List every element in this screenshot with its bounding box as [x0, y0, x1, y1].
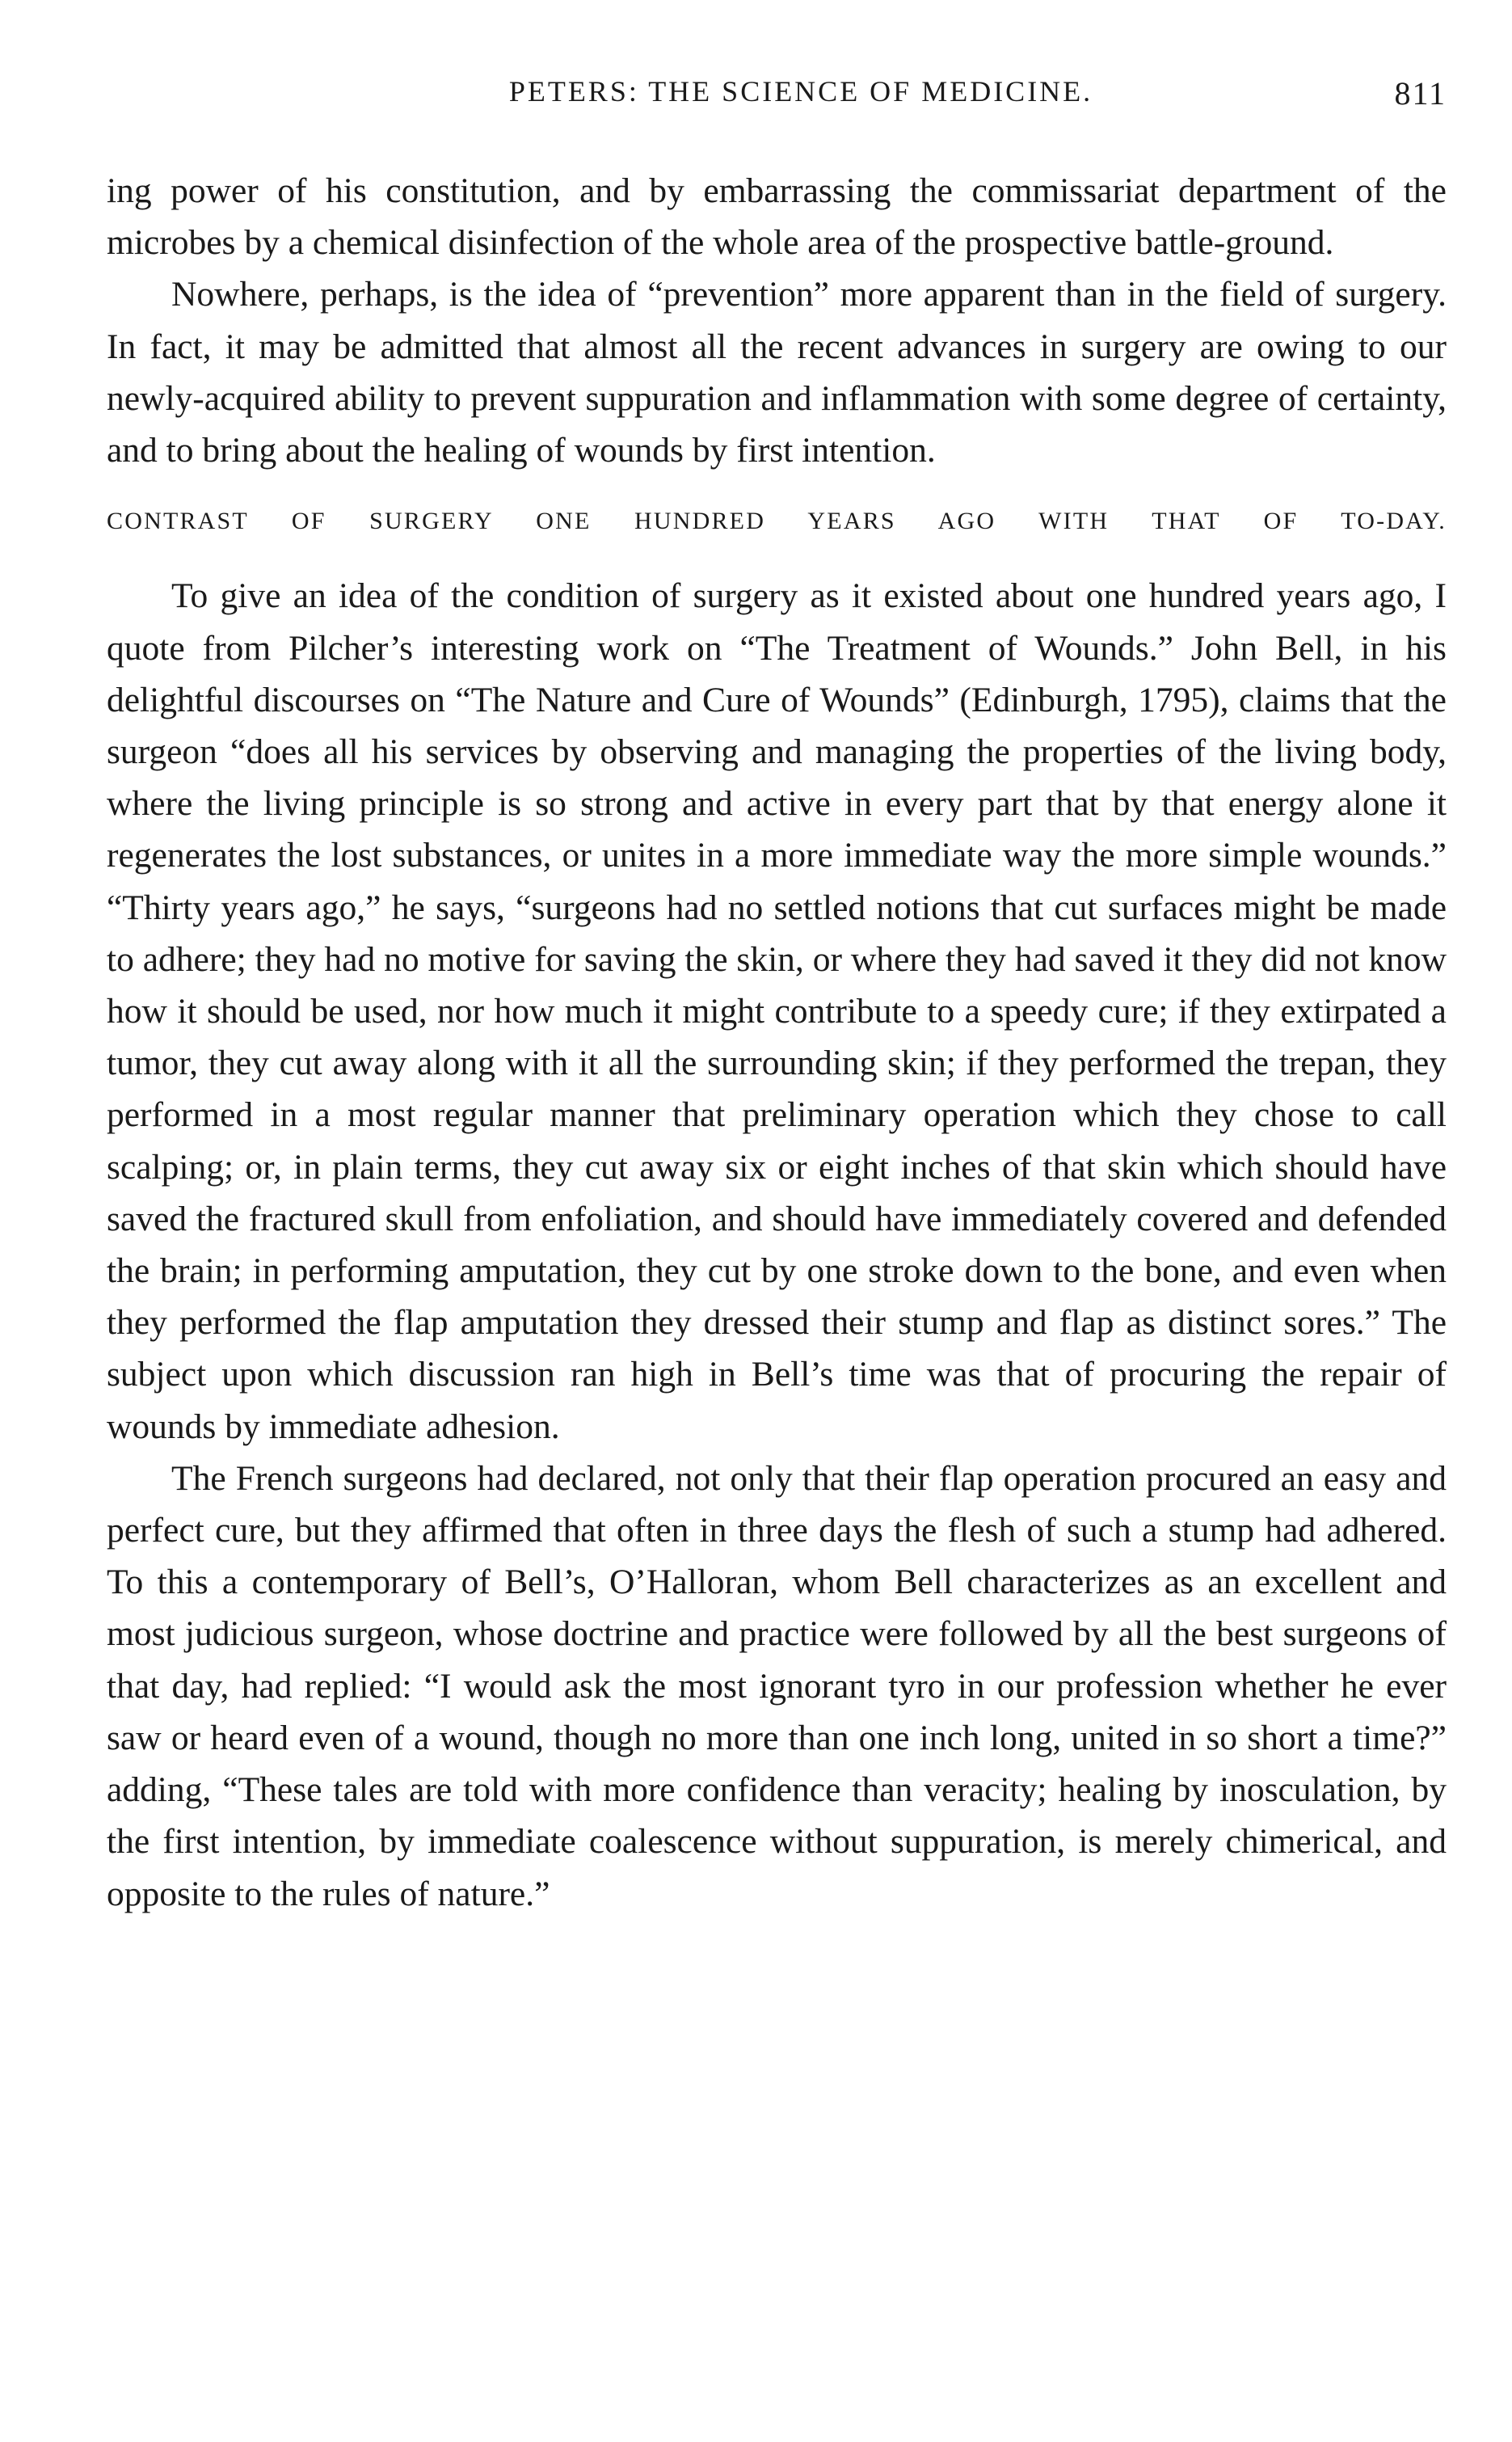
paragraph-bell-quote: To give an idea of the condition of surgery as it existed about one hundred years ago, I quote from Pilcher’s interesting work on “The Treatment of Wounds.” John Bell, in his delightful discourses on “The Nature and Cure of Wounds” (Edinburgh, 1795), claims that the surgeon “does all his services by observing and managing the properties of the living body, where the living principle is so strong and active in every part that by that energy alone it regenerates the lost substances, or unites in a more immediate way the more simple wounds.” “Thirty years ago,” he says, “surgeons had no settled notions that cut surfaces might be made to adhere; they had no motive for saving the skin, or where they had saved it they did not know how it should be used, nor how much it might contribute to a speedy cure; if they extirpated a tumor, they cut away along with it all the surrounding skin; if they performed the trepan, they performed in a most regular manner that preliminary operation which they chose to call scalping; or, in plain terms, they cut away six or eight inches of that skin which should have saved the fractured skull from enfoliation, and should have immediately covered and defended the brain; in performing amputation, they cut by one stroke down to the bone, and even when they performed the flap amputation they dressed their stump and flap as distinct sores.” The subject upon which discussion ran high in Bell’s time was that of procuring the repair of wounds by immediate adhesion. — [107, 576, 1447, 1446]
section-heading: CONTRAST OF SURGERY ONE HUNDRED YEARS AGO WITH THAT OF TO-DAY. — [107, 508, 1447, 535]
paragraph-french-surgeons: The French surgeons had declared, not only that their flap operation procured an easy and perfect cure, but they affirmed that often in three days the flesh of such a stump had adhered. To this a contemporary of Bell’s, O’Halloran, whom Bell characterizes as an excellent and most judicious surgeon, whose doctrine and practice were followed by all the best surgeons of that day, had replied: “I would ask the most ignorant tyro in our profession whether he ever saw or heard even of a wound, though no more than one inch long, united in so short a time?” adding, “These tales are told with more confidence than veracity; healing by inosculation, by the first intention, by immediate coalescence without suppuration, is merely chimerical, and opposite to the rules of nature.” — [107, 1458, 1447, 1913]
paragraph-prevention: Nowhere, perhaps, is the idea of “prevention” more apparent than in the field of surgery. In fact, it may be admitted that almost all the recent advances in surgery are owing to our newly-acquired ability to prevent suppuration and inflammation with some degree of certainty, and to bring about the healing of wounds by first intention. — [107, 275, 1447, 470]
paragraph-continuation: ing power of his constitution, and by embarrassing the commissariat department of the microbes by a chemical disinfection of the whole area of the prospective battle-ground. — [107, 171, 1447, 263]
body-text — [107, 165, 1447, 1920]
page-number: 811 — [1394, 75, 1447, 112]
running-title: PETERS: THE SCIENCE OF MEDICINE. — [508, 75, 1093, 108]
running-head — [107, 74, 1447, 123]
